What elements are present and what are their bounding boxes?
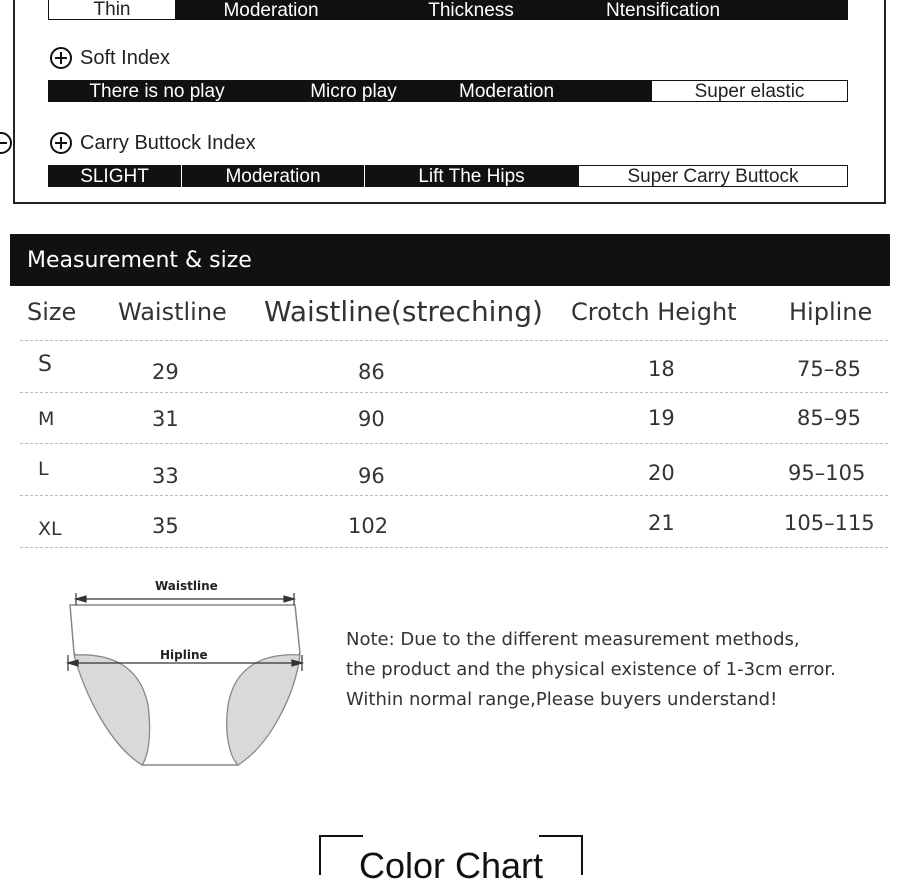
measurement-title: Measurement & size: [27, 247, 252, 273]
table-cell: M: [38, 408, 55, 430]
color-chart-heading: [319, 835, 583, 886]
table-cell: 86: [358, 360, 385, 384]
waistline-label: Waistline: [155, 579, 218, 593]
segment-label: Micro play: [310, 80, 397, 102]
column-header-size: Size: [27, 298, 77, 326]
table-cell: 31: [152, 407, 179, 431]
segment-label: There is no play: [89, 80, 225, 102]
table-cell: S: [38, 352, 52, 377]
thickness-index-bar: [48, 0, 848, 20]
carry-index-label: Carry Buttock Index: [80, 131, 256, 154]
note-line: Within normal range,Please buyers understand!: [346, 689, 778, 710]
carry-segment-moderation: [182, 165, 364, 187]
table-cell: 75–85: [797, 357, 861, 381]
note-line: Note: Due to the different measurement methods,: [346, 629, 800, 650]
table-cell: 29: [152, 360, 179, 384]
soft-index-title: [50, 45, 170, 71]
table-cell: 102: [348, 514, 389, 538]
measurement-note: [346, 625, 886, 715]
thickness-segment-ntensification: [576, 0, 848, 20]
plus-icon: [50, 132, 72, 154]
column-header-crotch-height: Crotch Height: [571, 298, 737, 326]
table-cell: 96: [358, 464, 385, 488]
segment-label: Lift The Hips: [418, 165, 525, 187]
color-chart-title: Color Chart: [358, 845, 544, 886]
column-header-hipline: Hipline: [789, 298, 873, 326]
thickness-segment-moderation: [176, 0, 366, 20]
carry-segment-super-carry: [578, 165, 848, 187]
segment-label: Moderation: [223, 0, 319, 20]
segment-label: Thin: [93, 0, 131, 20]
plus-icon: [50, 47, 72, 69]
minus-icon: [0, 132, 12, 154]
row-divider: [20, 443, 888, 444]
thickness-segment-thin: [48, 0, 176, 20]
soft-index-label: Soft Index: [80, 46, 171, 69]
segment-label: SLIGHT: [80, 165, 149, 187]
carry-index-title: [50, 130, 256, 156]
soft-segment-moderation: [441, 80, 651, 102]
briefs-outline-icon: [70, 605, 300, 765]
table-cell: 35: [152, 514, 179, 538]
thickness-segment-thickness: [366, 0, 576, 20]
table-cell: 33: [152, 464, 179, 488]
table-cell: 18: [648, 357, 675, 381]
table-cell: 90: [358, 407, 385, 431]
table-cell: 21: [648, 511, 675, 535]
table-cell: 95–105: [788, 461, 866, 485]
measurement-header: [10, 234, 890, 286]
soft-segment-micro-play: [266, 80, 441, 102]
segment-label: Super elastic: [694, 80, 805, 102]
table-cell: 20: [648, 461, 675, 485]
soft-segment-no-play: [48, 80, 266, 102]
soft-index-bar: [48, 80, 848, 102]
soft-segment-super-elastic: [651, 80, 848, 102]
table-cell: 19: [648, 406, 675, 430]
table-cell: 85–95: [797, 406, 861, 430]
hipline-label: Hipline: [160, 648, 208, 662]
carry-segment-slight: [48, 165, 181, 187]
segment-label: Thickness: [428, 0, 514, 20]
segment-label: Super Carry Buttock: [627, 165, 799, 187]
table-cell: XL: [38, 518, 62, 540]
segment-label: Moderation: [225, 165, 321, 187]
row-divider: [20, 495, 888, 496]
row-divider: [20, 547, 888, 548]
carry-index-bar: [48, 165, 848, 187]
segment-label: Moderation: [459, 80, 555, 102]
briefs-measurement-diagram: [60, 575, 320, 775]
table-cell: 105–115: [784, 511, 875, 535]
column-header-waistline: Waistline: [118, 298, 227, 326]
note-line: the product and the physical existence of 1-3cm error.: [346, 659, 836, 680]
column-header-waistline-stretching: Waistline(streching): [264, 295, 543, 328]
segment-label: Ntensification: [606, 0, 721, 20]
row-divider: [20, 392, 888, 393]
row-divider: [20, 340, 888, 341]
table-cell: L: [38, 458, 49, 480]
waistline-arrow: [76, 593, 294, 605]
carry-segment-lift-hips: [365, 165, 578, 187]
